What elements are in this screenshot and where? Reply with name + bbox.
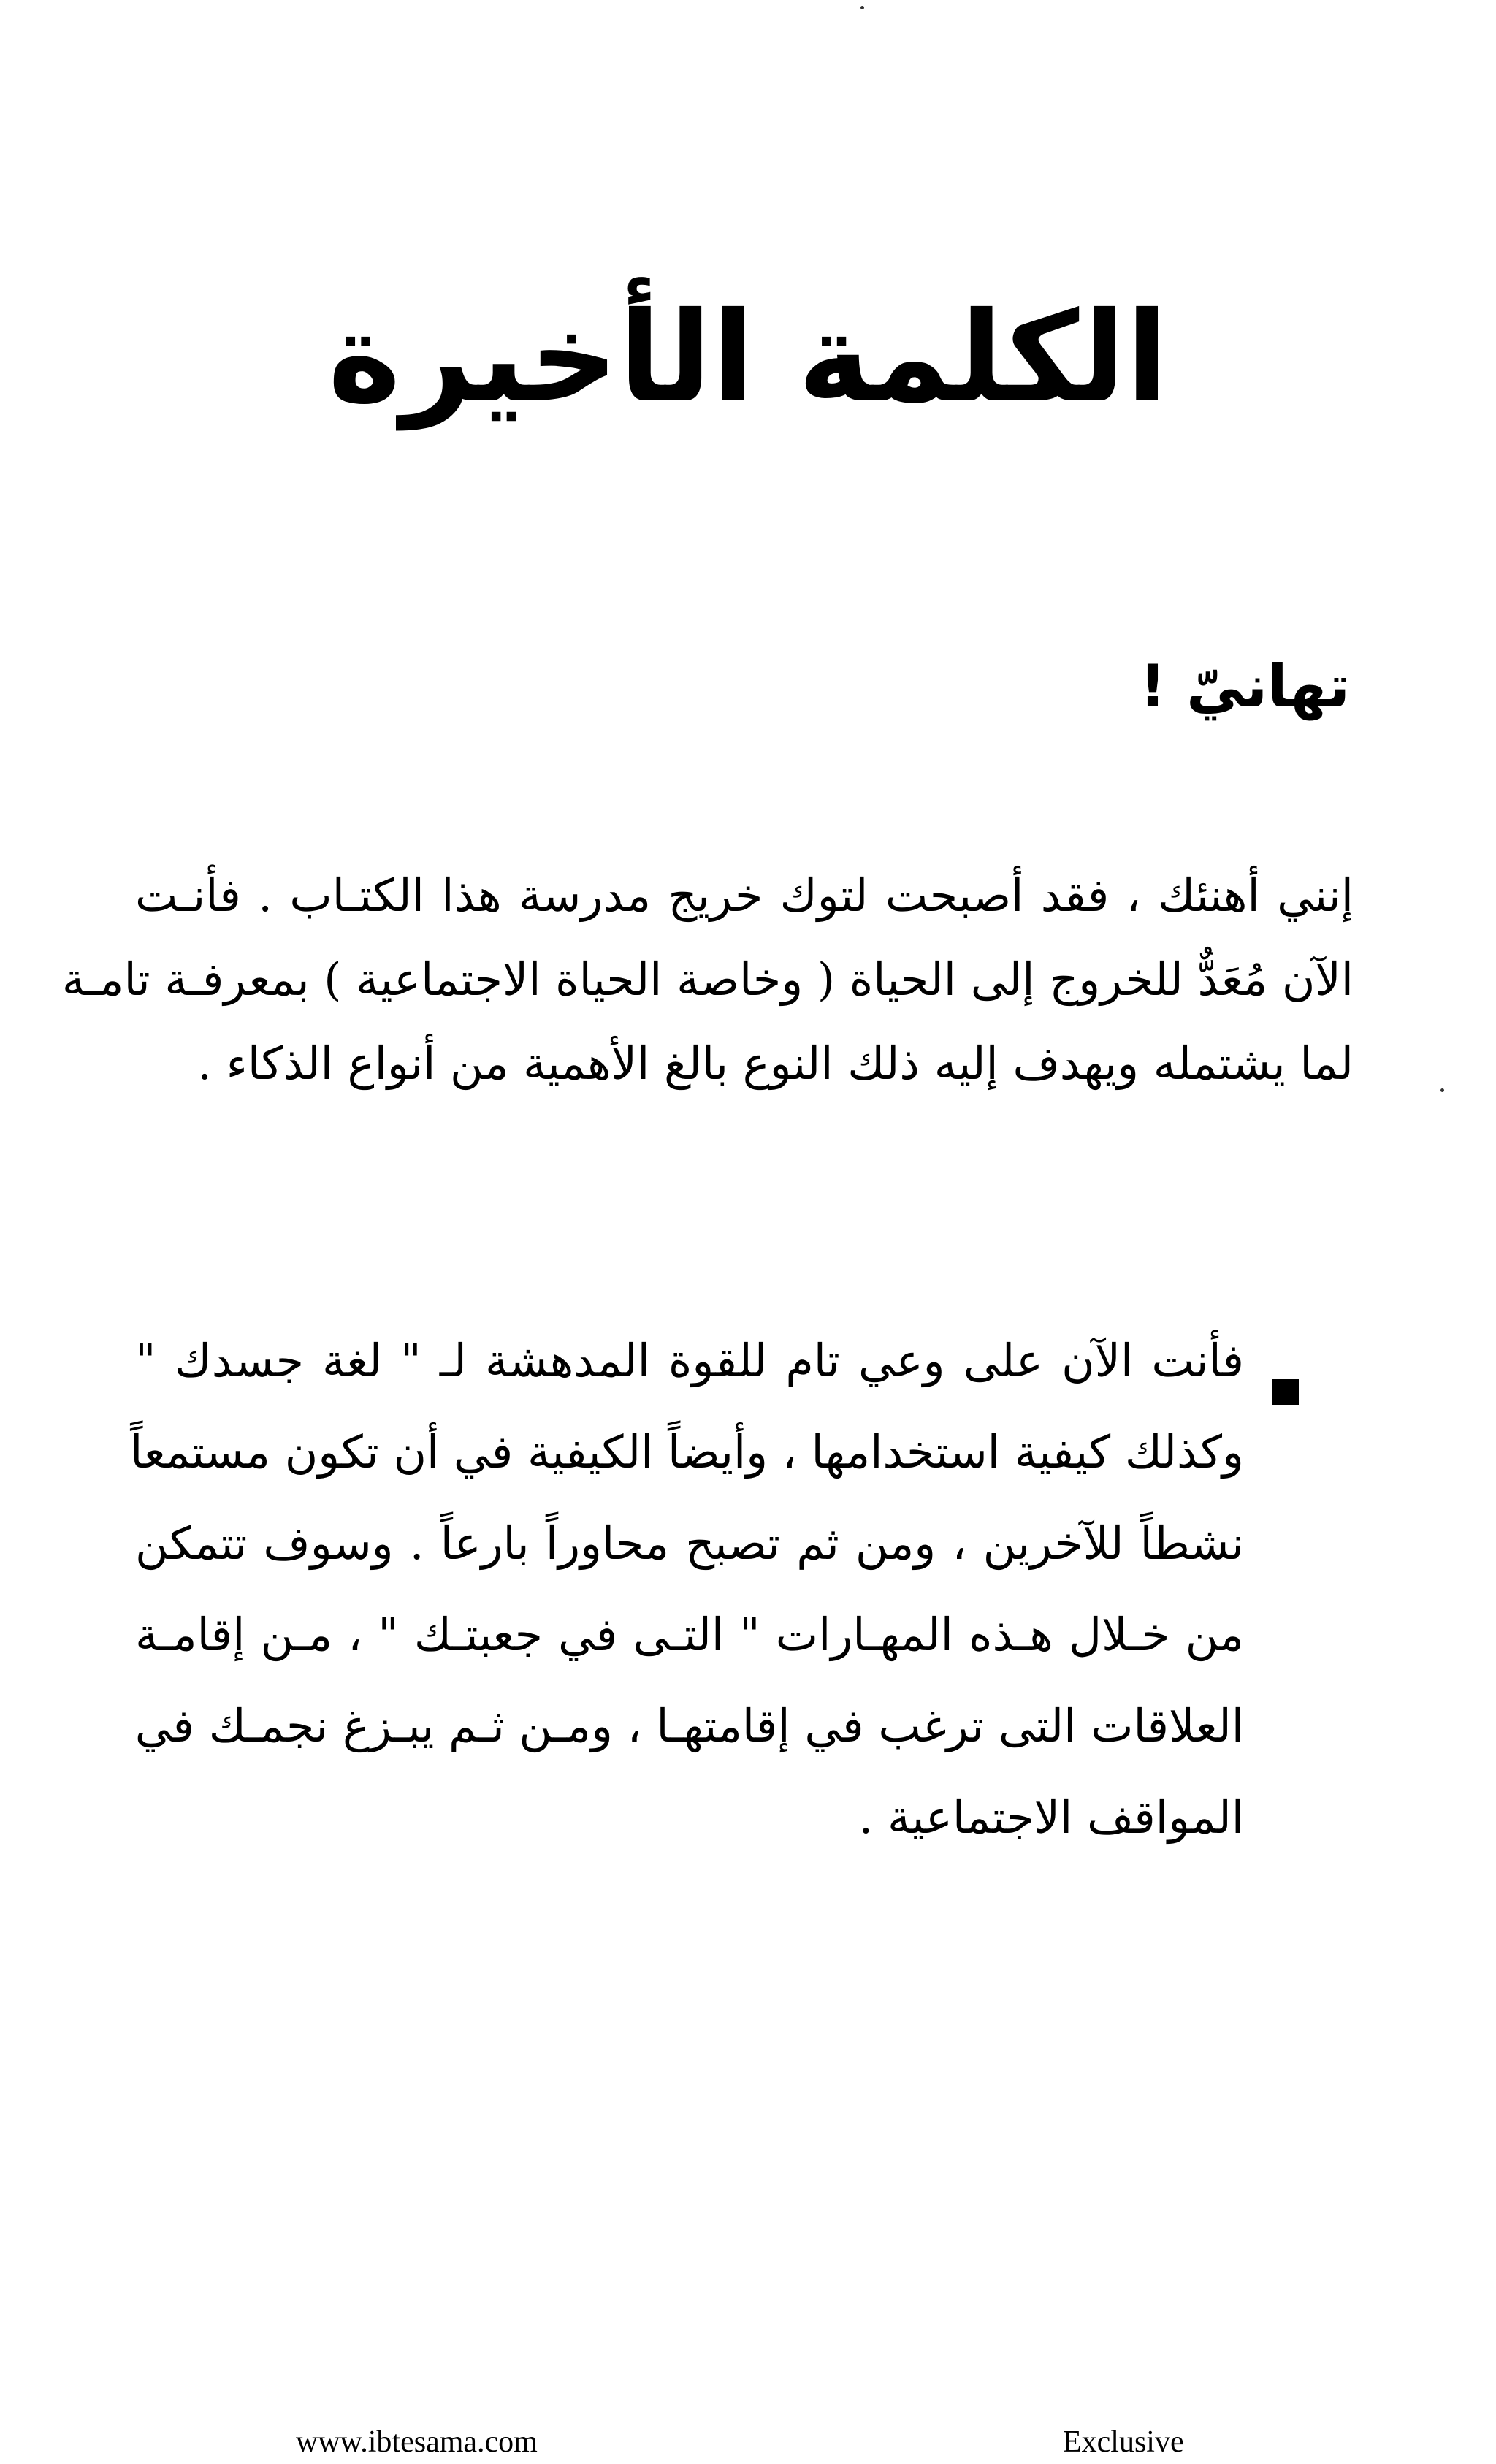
paragraph-line: إنني أهنئك ، فقد أصبحت لتوك خريج مدرسة هذا الكتـاب . فأنـت xyxy=(135,869,1354,922)
paragraph-line: الآن مُعَدٌّ للخروج إلى الحياة ( وخاصة الحياة الاجتماعية ) بمعرفـة تامـة xyxy=(61,953,1354,1006)
paragraph-line: المواقف الاجتماعية . xyxy=(858,1790,1244,1844)
paragraph-line: نشطاً للآخرين ، ومن ثم تصبح محاوراً بارعاً . وسوف تتمكن xyxy=(135,1517,1244,1570)
page-title: الكلمة الأخيرة xyxy=(327,286,1169,430)
bullet-paragraph xyxy=(130,1315,1244,1863)
paragraph-line: لما يشتمله ويهدف إليه ذلك النوع بالغ الأهمية من أنواع الذكاء . xyxy=(197,1037,1354,1090)
paragraph-line: وكذلك كيفية استخدامها ، وأيضاً الكيفية في أن تكون مستمعاً xyxy=(130,1425,1244,1479)
paragraph-line: العلاقات التى ترغب في إقامتهـا ، ومـن ثـم يبـزغ نجمـك في xyxy=(134,1699,1244,1752)
paragraph-line: من خـلال هـذه المهـارات " التـى في جعبتـك " ، مـن إقامـة xyxy=(135,1608,1244,1661)
footer-website: www.ibtesama.com xyxy=(296,2425,538,2459)
scan-speck xyxy=(1440,1088,1444,1092)
intro-paragraph xyxy=(61,853,1354,1105)
footer-label: Exclusive xyxy=(1063,2425,1184,2459)
paragraph-line: فأنت الآن على وعي تام للقوة المدهشة لـ " لغة جسدك " xyxy=(135,1334,1244,1387)
scan-speck xyxy=(860,6,864,9)
bullet-square-icon xyxy=(1272,1379,1299,1405)
section-heading: تهانيّ ! xyxy=(1139,652,1350,720)
